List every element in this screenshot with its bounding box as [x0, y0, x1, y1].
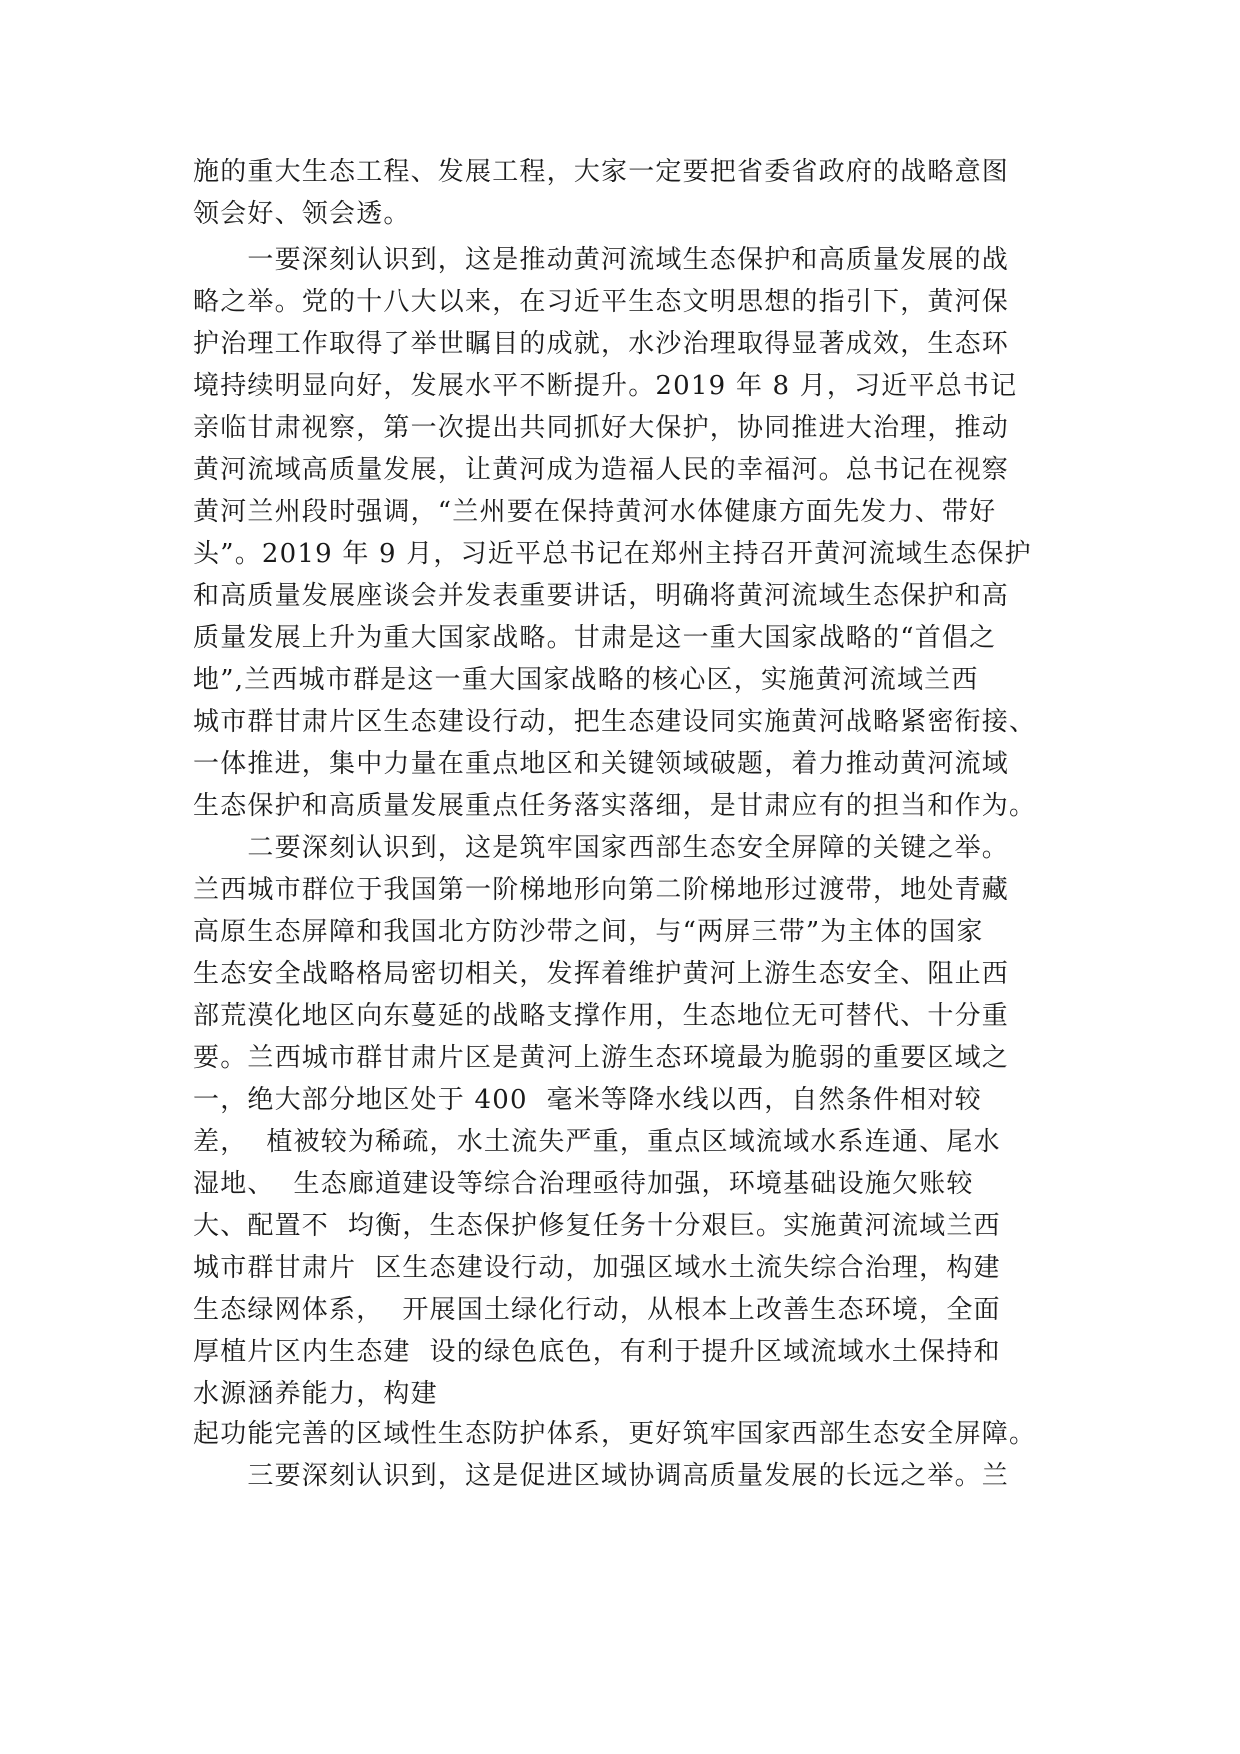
text-line: 和高质量发展座谈会并发表重要讲话，明确将黄河流域生态保护和高 [193, 581, 1010, 611]
text-line: 起功能完善的区域性生态防护体系，更好筑牢国家西部生态安全屏障。 [193, 1419, 1037, 1449]
text-line: 一，绝大部分地区处于 400 毫米等降水线以西，自然条件相对较 [193, 1085, 982, 1115]
text-line: 护治理工作取得了举世瞩目的成就，水沙治理取得显著成效，生态环 [193, 329, 1010, 359]
text-line: 黄河流域高质量发展，让黄河成为造福人民的幸福河。总书记在视察 [193, 455, 1010, 485]
text-line: 领会好、领会透。 [193, 199, 411, 229]
text-line: 一体推进，集中力量在重点地区和关键领域破题，着力推动黄河流域 [193, 749, 1010, 779]
text-line: 城市群甘肃片区生态建设行动，把生态建设同实施黄河战略紧密衔接、 [193, 707, 1037, 737]
text-line: 境持续明显向好，发展水平不断提升。2019 年 8 月，习近平总书记 [193, 371, 1018, 401]
text-line: 质量发展上升为重大国家战略。甘肃是这一重大国家战略的“首倡之 [193, 623, 997, 653]
text-line: 亲临甘肃视察，第一次提出共同抓好大保护，协同推进大治理，推动 [193, 413, 1010, 443]
text-line: 湿地、 生态廊道建设等综合治理亟待加强，环境基础设施欠账较 [193, 1169, 974, 1199]
text-line: 施的重大生态工程、发展工程，大家一定要把省委省政府的战略意图 [193, 157, 1010, 187]
text-line: 水源涵养能力，构建 [193, 1379, 438, 1409]
text-line: 高原生态屏障和我国北方防沙带之间，与“两屏三带”为主体的国家 [193, 917, 984, 947]
text-line: 厚植片区内生态建 设的绿色底色，有利于提升区域流域水土保持和 [193, 1337, 1001, 1367]
text-line: 兰西城市群位于我国第一阶梯地形向第二阶梯地形过渡带，地处青藏 [193, 875, 1010, 905]
text-line: 部荒漠化地区向东蔓延的战略支撑作用，生态地位无可替代、十分重 [193, 1001, 1010, 1031]
text-line: 要。兰西城市群甘肃片区是黄河上游生态环境最为脆弱的重要区域之 [193, 1043, 1010, 1073]
text-line: 二要深刻认识到，这是筑牢国家西部生态安全屏障的关键之举。 [193, 833, 1010, 863]
text-line: 一要深刻认识到，这是推动黄河流域生态保护和高质量发展的战 [193, 245, 1010, 275]
text-line: 生态安全战略格局密切相关，发挥着维护黄河上游生态安全、阻止西 [193, 959, 1010, 989]
text-line: 黄河兰州段时强调，“兰州要在保持黄河水体健康方面先发力、带好 [193, 497, 997, 527]
text-line: 生态保护和高质量发展重点任务落实落细，是甘肃应有的担当和作为。 [193, 791, 1037, 821]
text-line: 大、配置不 均衡，生态保护修复任务十分艰巨。实施黄河流域兰西 [193, 1211, 1001, 1241]
text-line: 略之举。党的十八大以来，在习近平生态文明思想的指引下，黄河保 [193, 287, 1010, 317]
text-line: 差， 植被较为稀疏，水土流失严重，重点区域流域水系连通、尾水 [193, 1127, 1001, 1157]
text-line: 生态绿网体系， 开展国土绿化行动，从根本上改善生态环境，全面 [193, 1295, 1001, 1325]
text-line: 地”,兰西城市群是这一重大国家战略的核心区，实施黄河流域兰西 [193, 665, 979, 695]
text-line: 头”。2019 年 9 月，习近平总书记在郑州主持召开黄河流域生态保护 [193, 539, 1032, 569]
text-line: 三要深刻认识到，这是促进区域协调高质量发展的长远之举。兰 [193, 1461, 1010, 1491]
text-line: 城市群甘肃片 区生态建设行动，加强区域水土流失综合治理，构建 [193, 1253, 1001, 1283]
